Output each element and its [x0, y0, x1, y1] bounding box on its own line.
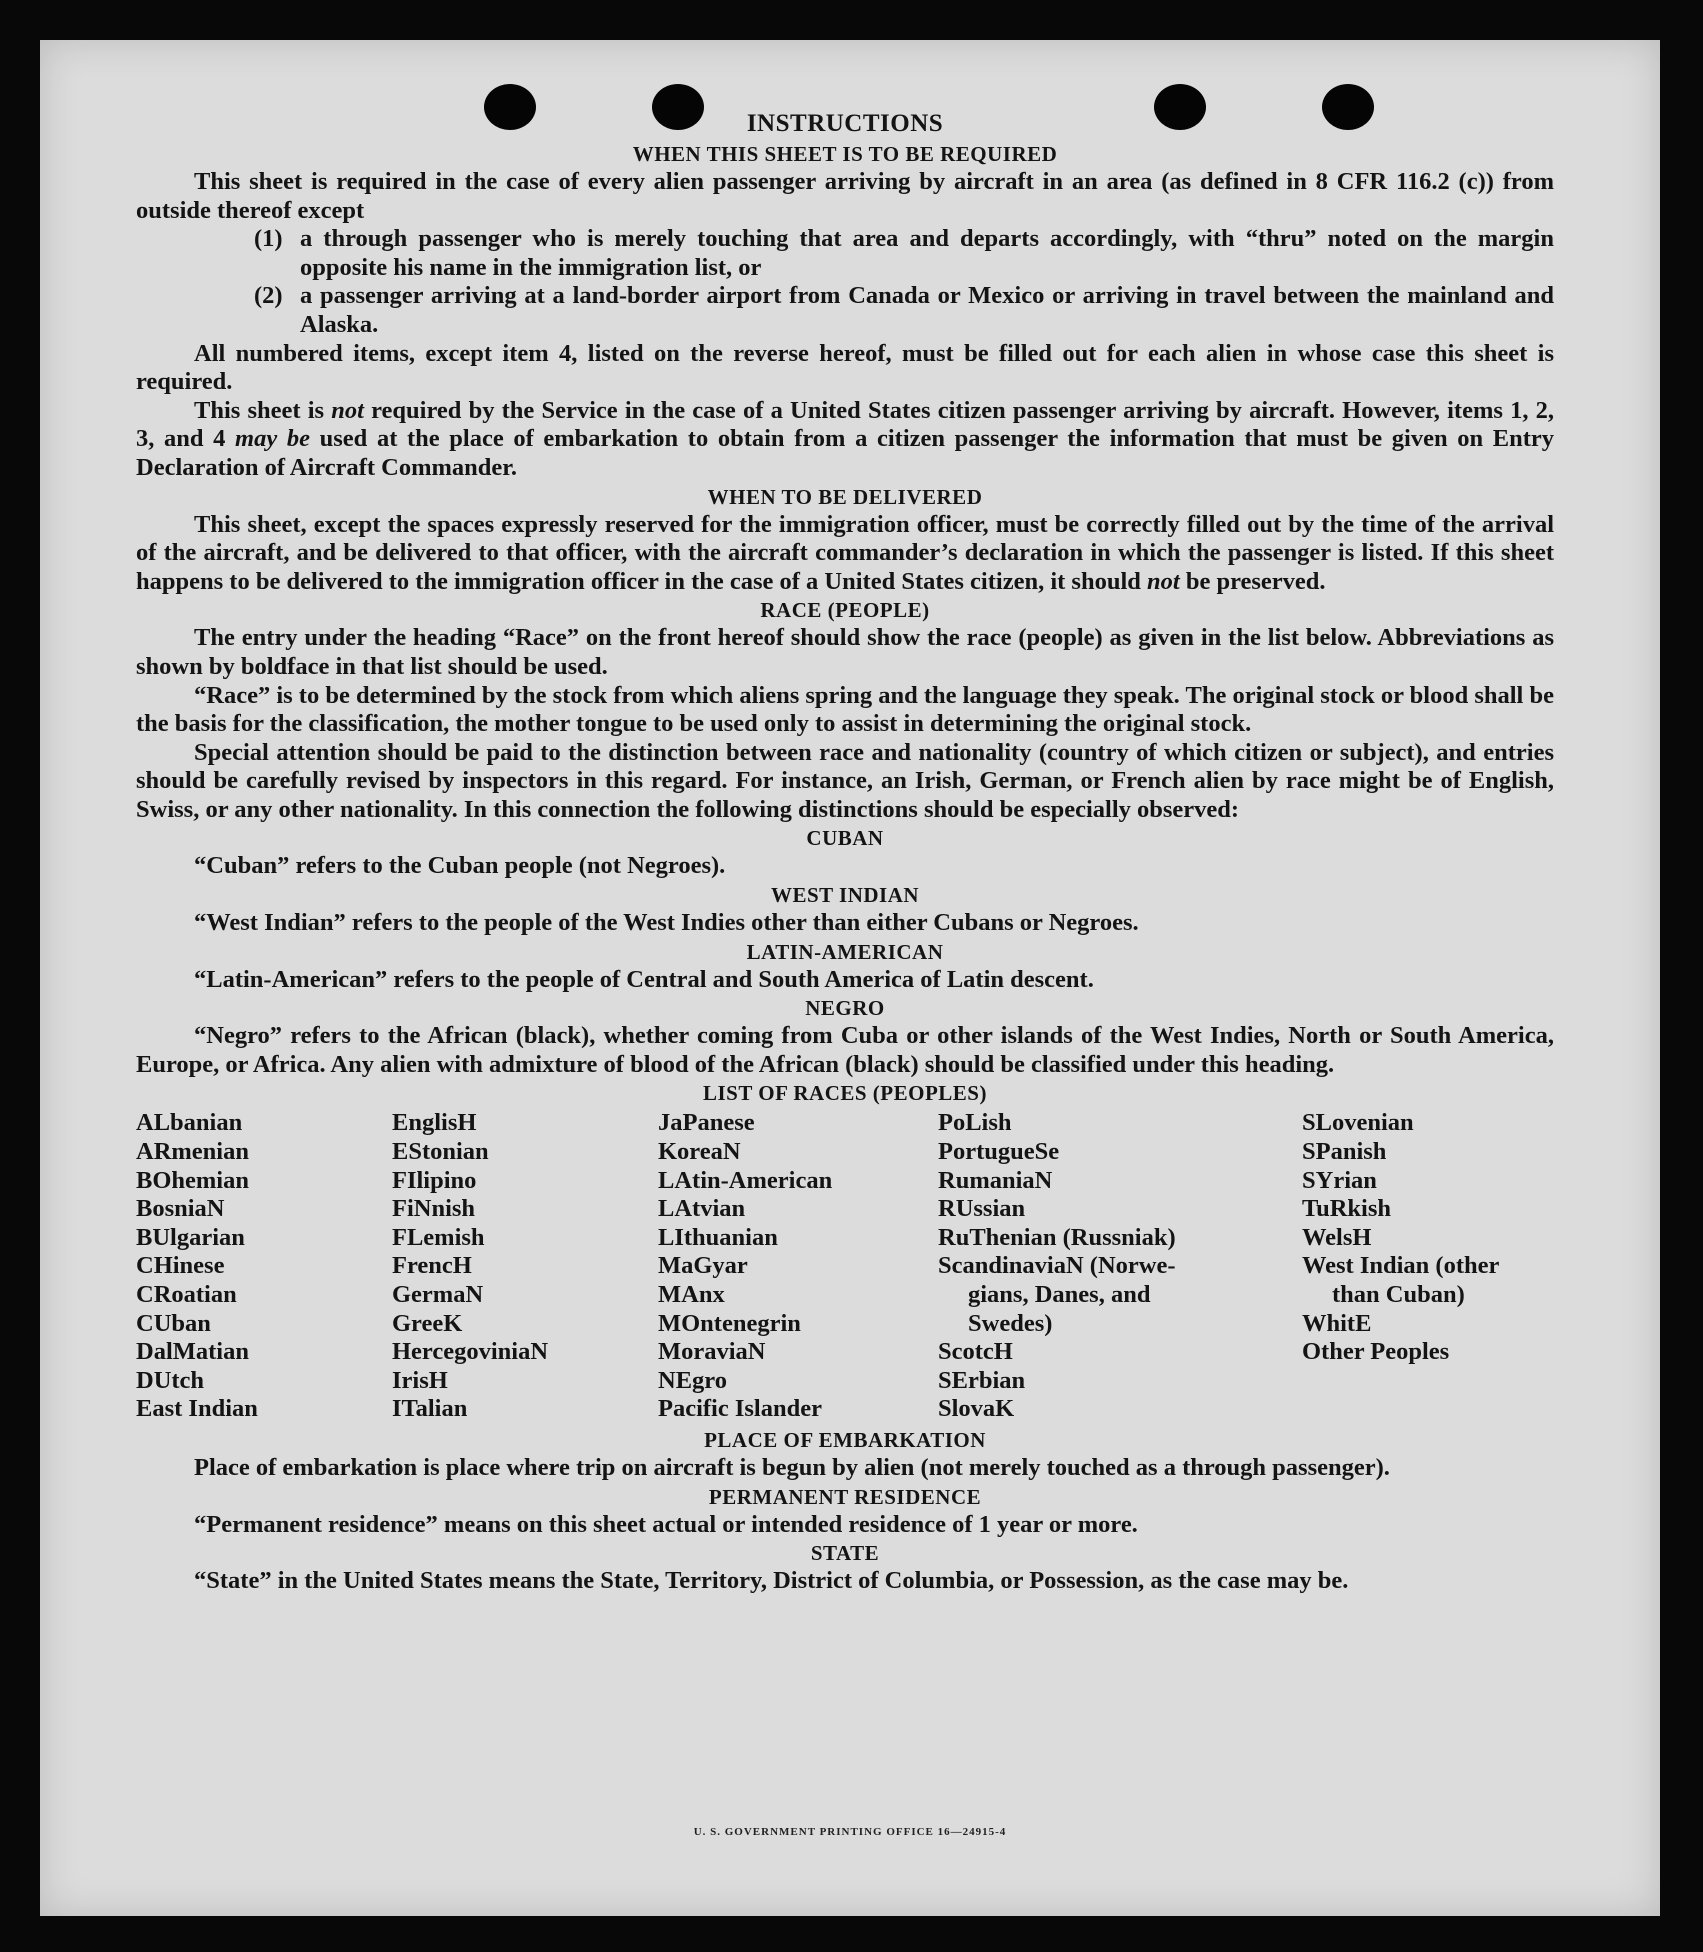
text-run: required by the Service in the case of a United States citizen passenger arriving by aircraft. However, items 1, 2, 3, and 4	[136, 396, 1554, 453]
race-entry: SPanish	[1302, 1138, 1387, 1166]
emphasis: may be	[235, 425, 310, 453]
race-entry: East Indian	[136, 1395, 258, 1423]
section-heading: STATE	[810, 1541, 880, 1566]
list-item-text: a passenger arriving at a land-border airport from Canada or Mexico or arriving in travel between the mainland and Alaska.	[300, 282, 1554, 338]
race-entry: LAtin-American	[658, 1166, 833, 1194]
section-heading: WHEN TO BE DELIVERED	[707, 484, 983, 509]
race-entry: CHinese	[136, 1252, 225, 1280]
race-entry: BosniaN	[136, 1195, 225, 1223]
paragraph: This sheet is required in the case of every alien passenger arriving by aircraft in an area (as defined in 8 CFR 116.2 (c)) from outside thereof except	[136, 168, 1554, 224]
list-item	[254, 282, 1554, 339]
text-run: This sheet is	[194, 396, 332, 424]
section-heading: NEGRO	[805, 996, 885, 1021]
instructions-body	[136, 108, 1554, 1596]
race-entry: MAnx	[658, 1281, 725, 1308]
printing-office-footer: U. S. GOVERNMENT PRINTING OFFICE 16—24915-4	[693, 1826, 1007, 1838]
paragraph	[136, 511, 1554, 597]
race-entry: WelsH	[1302, 1223, 1372, 1251]
race-entry: DUtch	[136, 1366, 205, 1394]
list-item-number: (2)	[254, 282, 283, 310]
text-run: This sheet, except the spaces expressly reserved for the immigration officer, must be correctly filled out by the time of the arrival of the aircraft, and be delivered to that officer, with the aircraft commander’s declaration in which the passenger is listed. If this sheet happens to be delivered to the immigration officer in the case of a United States citizen, it should	[136, 510, 1554, 595]
race-entry: WhitE	[1302, 1309, 1372, 1337]
race-entry: FLemish	[392, 1223, 485, 1251]
text-run: be preserved.	[1179, 567, 1326, 595]
section-heading: WEST INDIAN	[770, 883, 920, 908]
race-entry: ScotcH	[938, 1338, 1013, 1366]
race-entry: MaGyar	[658, 1252, 748, 1280]
emphasis: not	[331, 396, 364, 424]
paragraph: “State” in the United States means the State, Territory, District of Columbia, or Possession, as the case may be.	[194, 1567, 1349, 1595]
exception-list	[254, 225, 1554, 339]
race-entry: ARmenian	[136, 1138, 249, 1166]
paragraph: The entry under the heading “Race” on the front hereof should show the race (people) as given in the list below. Abbreviations as shown by boldface in that list should be used.	[136, 624, 1554, 680]
race-column	[938, 1109, 1302, 1424]
race-entry: RumaniaN	[938, 1166, 1053, 1194]
race-entry: West Indian (other	[1302, 1252, 1500, 1280]
race-entry: SErbian	[938, 1366, 1026, 1394]
race-entry: TuRkish	[1302, 1195, 1392, 1223]
race-entry: PortugueSe	[938, 1138, 1060, 1166]
race-entry: gians, Danes, and	[968, 1281, 1151, 1308]
race-entry: LAtvian	[658, 1195, 746, 1223]
race-entry: SLovenian	[1302, 1109, 1414, 1137]
list-item-number: (1)	[254, 225, 283, 253]
section-heading: PLACE OF EMBARKATION	[704, 1427, 986, 1452]
race-entry: FiNnish	[392, 1195, 476, 1223]
paragraph: Place of embarkation is place where trip on aircraft is begun by alien (not merely touched as a through passenger).	[194, 1453, 1390, 1481]
race-entry: GermaN	[392, 1281, 484, 1308]
race-column	[1302, 1109, 1554, 1424]
race-entry: than Cuban)	[1332, 1281, 1465, 1308]
paragraph: “Cuban” refers to the Cuban people (not Negroes).	[194, 852, 726, 880]
race-entry: PoLish	[938, 1109, 1012, 1137]
race-entry: MoraviaN	[658, 1338, 766, 1366]
paragraph: “West Indian” refers to the people of the West Indies other than either Cubans or Negroes.	[194, 909, 1139, 937]
race-entry: JaPanese	[658, 1109, 755, 1137]
paragraph	[136, 397, 1554, 483]
paragraph: “Latin-American” refers to the people of Central and South America of Latin descent.	[194, 965, 1094, 993]
race-entry: RUssian	[938, 1195, 1026, 1223]
list-item	[254, 225, 1554, 282]
race-column	[392, 1109, 658, 1424]
race-entry: LIthuanian	[658, 1223, 778, 1251]
section-heading: WHEN THIS SHEET IS TO BE REQUIRED	[632, 142, 1058, 166]
race-entry: ScandinaviaN (Norwe-	[938, 1252, 1176, 1280]
race-entry: DalMatian	[136, 1338, 249, 1366]
race-entry: GreeK	[392, 1309, 463, 1337]
race-entry: RuThenian (Russniak)	[938, 1223, 1176, 1251]
race-column	[658, 1109, 938, 1424]
race-entry: FrencH	[392, 1252, 472, 1280]
race-column	[136, 1109, 392, 1424]
race-entry: KoreaN	[658, 1138, 741, 1166]
race-entry: NEgro	[658, 1366, 727, 1394]
document-sheet	[40, 40, 1660, 1916]
section-heading: LATIN-AMERICAN	[746, 939, 944, 964]
paragraph: “Negro” refers to the African (black), whether coming from Cuba or other islands of the West Indies, North or South America, Europe, or Africa. Any alien with admixture of blood of the African (black) should be classified under this heading.	[136, 1022, 1554, 1078]
race-entry: MOntenegrin	[658, 1309, 801, 1337]
race-entry: Pacific Islander	[658, 1395, 822, 1423]
race-entry: EStonian	[392, 1138, 489, 1166]
list-item-text: a through passenger who is merely touching that area and departs accordingly, with “thru” noted on the margin opposite his name in the immigration list, or	[300, 225, 1554, 281]
race-entry: ALbanian	[136, 1109, 243, 1137]
section-heading: RACE (PEOPLE)	[760, 598, 930, 623]
race-entry: EnglisH	[392, 1109, 477, 1137]
paragraph: “Race” is to be determined by the stock from which aliens spring and the language they speak. The original stock or blood shall be the basis for the classification, the mother tongue to be used only to assist in determining the original stock.	[136, 681, 1554, 738]
race-entry: SYrian	[1302, 1166, 1377, 1194]
race-entry: IrisH	[392, 1366, 448, 1394]
page-title: INSTRUCTIONS	[746, 110, 944, 137]
race-entry: HercegoviniaN	[392, 1338, 549, 1366]
race-entry: CUban	[136, 1309, 211, 1337]
race-list	[136, 1109, 1554, 1424]
race-entry: BOhemian	[136, 1166, 249, 1194]
section-heading: PERMANENT RESIDENCE	[708, 1484, 982, 1509]
paragraph: All numbered items, except item 4, listed on the reverse hereof, must be filled out for each alien in whose case this sheet is required.	[136, 339, 1554, 396]
race-entry: FIlipino	[392, 1166, 477, 1194]
race-entry: ITalian	[392, 1395, 468, 1423]
paragraph: Special attention should be paid to the distinction between race and nationality (country of which citizen or subject), and entries should be carefully revised by inspectors in this regard. For instance, an Irish, German, or French alien by race might be of English, Swiss, or any other nationality. In this connection the following distinctions should be especially observed:	[136, 738, 1554, 823]
emphasis: not	[1147, 567, 1180, 595]
paragraph: “Permanent residence” means on this sheet actual or intended residence of 1 year or more.	[194, 1510, 1138, 1538]
race-entry: CRoatian	[136, 1281, 237, 1308]
race-entry: Other Peoples	[1302, 1338, 1450, 1366]
section-heading: CUBAN	[806, 826, 884, 851]
race-entry: SlovaK	[938, 1395, 1015, 1423]
race-entry: BUlgarian	[136, 1223, 245, 1251]
section-heading: LIST OF RACES (PEOPLES)	[703, 1081, 987, 1106]
text-run: used at the place of embarkation to obtain from a citizen passenger the information that must be given on Entry Declaration of Aircraft Commander.	[136, 425, 1554, 481]
race-entry: Swedes)	[968, 1309, 1053, 1337]
